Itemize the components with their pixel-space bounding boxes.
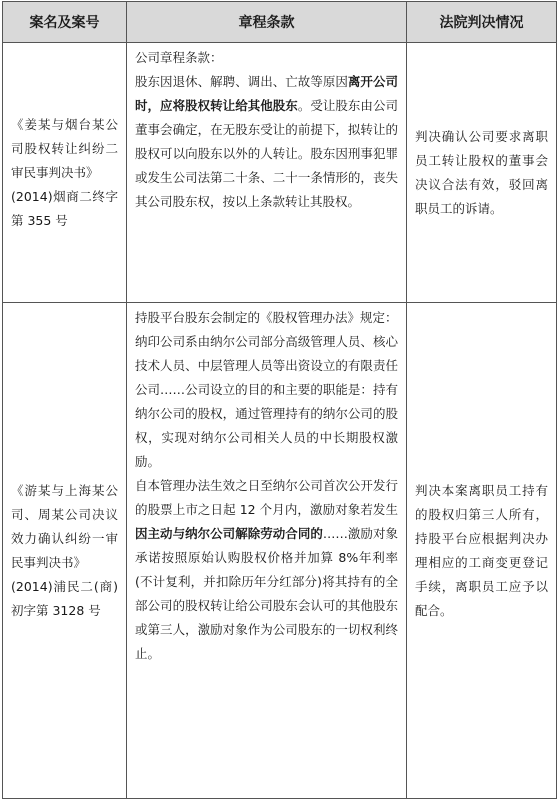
ruling-cell (407, 303, 557, 799)
case-comparison-table (2, 1, 557, 799)
header-charter-clause: 章程条款 (127, 2, 407, 43)
table-header-row (3, 2, 557, 43)
clause-text-emphasis: 离开公司时，应将股权转让给其他股东 (135, 74, 398, 113)
table-row (3, 303, 557, 799)
case-name: 《游某与上海某公司、周某公司决议效力确认纠纷一审民事判决书》 (11, 482, 118, 570)
clause-text-part: 。受让股东由公司董事会确定，在无股东受让的前提下，拟转让的股权可以向股东以外的人转让。股东因刑事犯罪或发生公司法第二十条、二十一条情形的，丧失其公司股东权，按以上条款转让其股权。 (135, 98, 398, 209)
case-cell (3, 303, 127, 799)
case-number: (2014)烟商二终字第 355 号 (11, 188, 118, 228)
clause-cell (127, 303, 407, 799)
clause-text-emphasis: 因主动与纳尔公司解除劳动合同的 (135, 526, 323, 541)
ruling-cell (407, 43, 557, 303)
clause-intro: 公司章程条款： (135, 50, 223, 65)
clause-text-part: ……激励对象承诺按照原始认购股权价格并加算 8%年利率(不计复利，并扣除历年分红部分)将其持有的全部公司的股权转让给公司股东会认可的其他股东或第三人，激励对象作为公司股东的一切权利终止。 (135, 526, 398, 661)
case-cell (3, 43, 127, 303)
ruling-text: 判决本案离职员工持有的股权归第三人所有，持股平台应根据判决办理相应的工商变更登记手续，离职员工应予以配合。 (415, 482, 548, 618)
ruling-text: 判决确认公司要求离职员工转让股权的董事会决议合法有效，驳回离职员工的诉请。 (415, 128, 548, 216)
table-row (3, 43, 557, 303)
clause-cell (127, 43, 407, 303)
clause-paragraph (135, 474, 398, 666)
case-number: (2014)浦民二(商)初字第 3128 号 (11, 578, 118, 618)
clause-text-part: 股东因退休、解聘、调出、亡故等原因 (135, 74, 348, 89)
clause-intro: 持股平台股东会制定的《股权管理办法》规定： (135, 310, 398, 325)
case-name: 《姜某与烟台某公司股权转让纠纷二审民事判决书》 (11, 116, 118, 180)
clause-text (135, 70, 398, 214)
header-court-ruling: 法院判决情况 (407, 2, 557, 43)
clause-text-part: 自本管理办法生效之日至纳尔公司首次公开发行的股票上市之日起 12 个月内，激励对象若发生 (135, 478, 398, 517)
clause-paragraph: 纳印公司系由纳尔公司部分高级管理人员、核心技术人员、中层管理人员等出资设立的有限责任公司……公司设立的目的和主要的职能是：持有纳尔公司的股权，通过管理持有的纳尔公司的股权，实现对纳尔公司相关人员的中长期股权激励。 (135, 334, 398, 469)
header-case-name: 案名及案号 (3, 2, 127, 43)
